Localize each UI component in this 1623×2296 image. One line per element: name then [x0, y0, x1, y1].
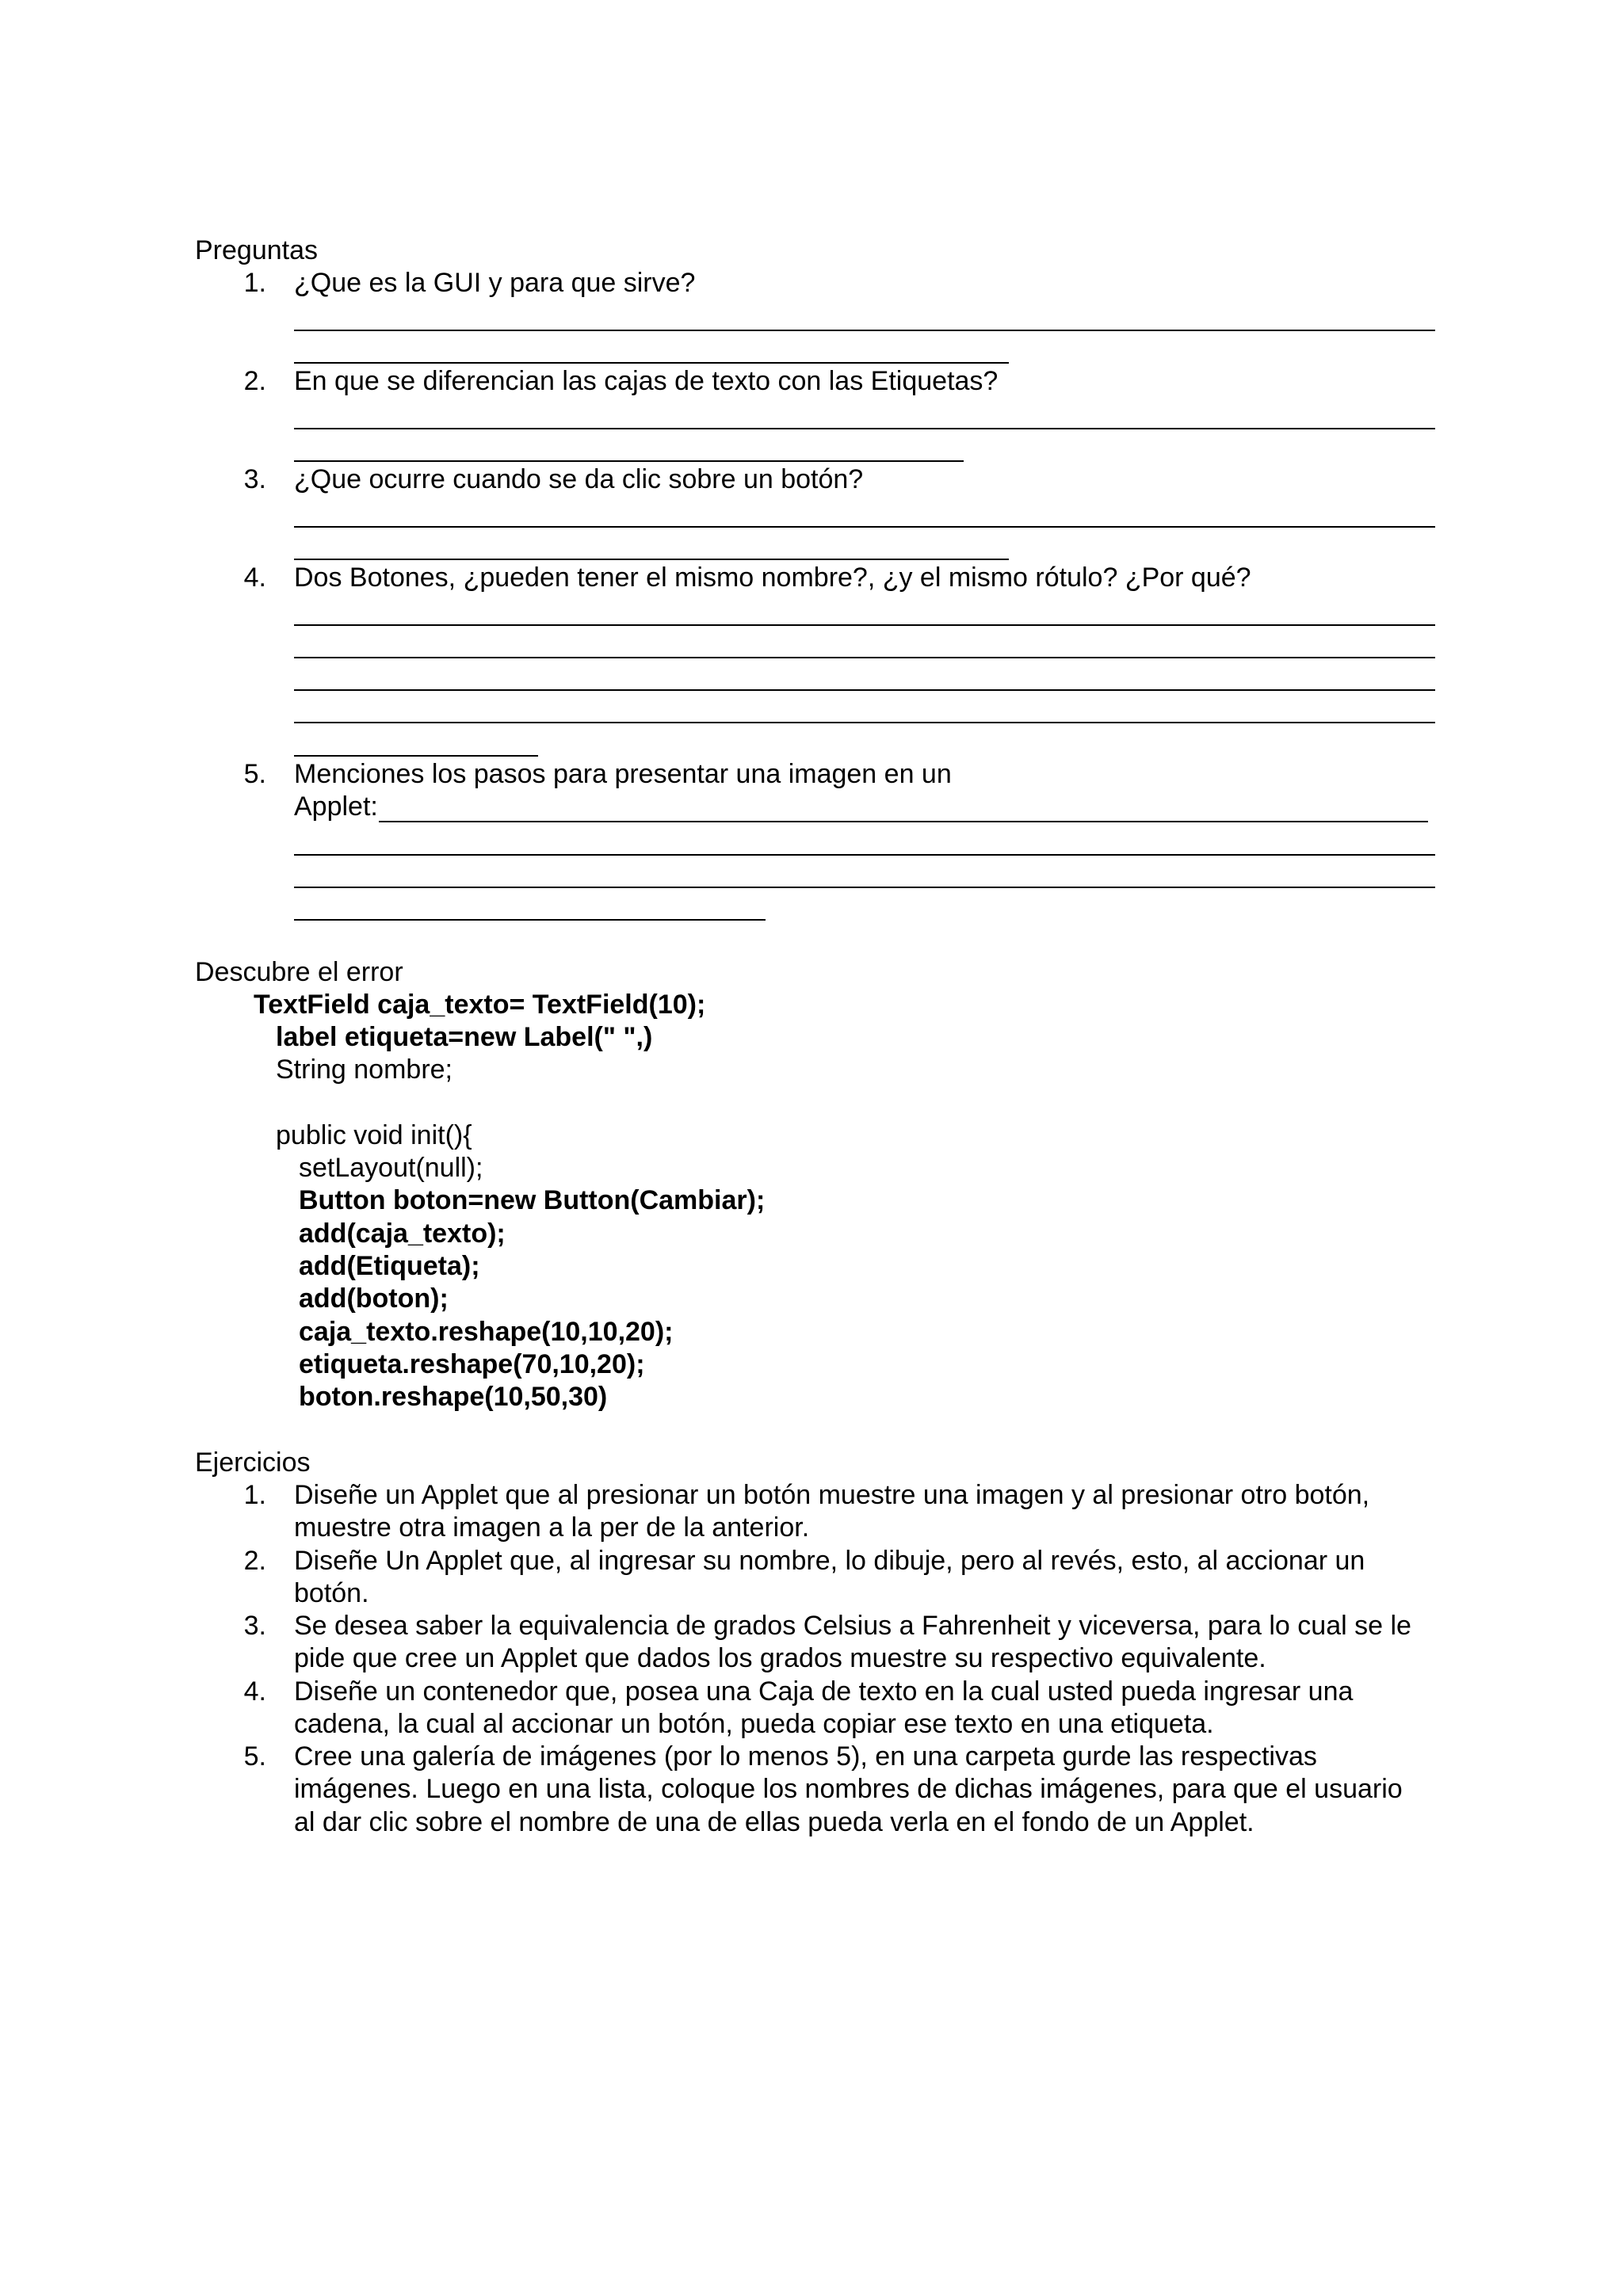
exercise-5-text: Cree una galería de imágenes (por lo menos 5), en una carpeta gurde las respectivas — [294, 1741, 1317, 1772]
question-2-number: 2. — [243, 366, 266, 396]
question-5-number: 5. — [243, 759, 266, 789]
answer-line — [294, 460, 964, 462]
exercise-4-number: 4. — [243, 1676, 266, 1707]
exercise-3-text-cont: pide que cree un Applet que dados los grados muestre su respectivo equivalente. — [294, 1643, 1266, 1673]
exercise-1-number: 1. — [243, 1480, 266, 1510]
exercise-1-text: Diseñe un Applet que al presionar un botón muestre una imagen y al presionar otro botón, — [294, 1480, 1370, 1510]
answer-line — [294, 854, 1435, 856]
code-line: add(boton); — [299, 1283, 449, 1314]
question-4-text: Dos Botones, ¿pueden tener el mismo nombre?, ¿y el mismo rótulo? ¿Por qué? — [294, 563, 1251, 593]
answer-line — [294, 887, 1435, 888]
answer-line — [294, 755, 538, 757]
answer-line — [294, 624, 1435, 626]
question-4-number: 4. — [243, 563, 266, 593]
answer-line — [294, 362, 1009, 364]
exercise-5-text-cont: imágenes. Luego en una lista, coloque los nombres de dichas imágenes, para que el usuario — [294, 1774, 1403, 1804]
question-1-text: ¿Que es la GUI y para que sirve? — [294, 268, 696, 298]
code-line: boton.reshape(10,50,30) — [299, 1382, 608, 1412]
exercise-1-text-cont: muestre otra imagen a la per de la anterior. — [294, 1512, 810, 1543]
code-line: caja_texto.reshape(10,10,20); — [299, 1317, 674, 1347]
answer-line — [294, 428, 1435, 429]
code-line: label etiqueta=new Label(" ",) — [276, 1022, 653, 1052]
exercise-2-text: Diseñe Un Applet que, al ingresar su nombre, lo dibuje, pero al revés, esto, al accionar un — [294, 1546, 1365, 1576]
question-5-text: Menciones los pasos para presentar una imagen en un — [294, 759, 952, 789]
code-line: add(Etiqueta); — [299, 1251, 480, 1281]
code-line: String nombre; — [276, 1055, 453, 1085]
answer-line — [294, 330, 1435, 331]
question-3-text: ¿Que ocurre cuando se da clic sobre un botón? — [294, 464, 864, 494]
answer-line — [294, 689, 1435, 691]
exercise-2-number: 2. — [243, 1546, 266, 1576]
exercise-5-number: 5. — [243, 1741, 266, 1772]
question-2-text: En que se diferencian las cajas de texto con las Etiquetas? — [294, 366, 999, 396]
answer-line — [294, 559, 1009, 560]
exercise-2-text-cont: botón. — [294, 1578, 369, 1608]
answer-line — [294, 919, 766, 921]
exercise-3-text: Se desea saber la equivalencia de grados Celsius a Fahrenheit y viceversa, para lo cual se le — [294, 1611, 1411, 1641]
question-5-text-cont: Applet: — [294, 791, 378, 822]
code-line: etiqueta.reshape(70,10,20); — [299, 1349, 645, 1379]
preguntas-heading: Preguntas — [195, 235, 318, 265]
answer-line — [294, 526, 1435, 528]
code-line: add(caja_texto); — [299, 1219, 506, 1249]
exercise-5-text-cont2: al dar clic sobre el nombre de una de ellas pueda verla en el fondo de un Applet. — [294, 1807, 1254, 1837]
answer-line — [379, 821, 1428, 822]
exercise-3-number: 3. — [243, 1611, 266, 1641]
question-3-number: 3. — [243, 464, 266, 494]
answer-line — [294, 722, 1435, 723]
question-1-number: 1. — [243, 268, 266, 298]
code-line: public void init(){ — [276, 1120, 472, 1150]
code-line: Button boton=new Button(Cambiar); — [299, 1185, 766, 1215]
ejercicios-heading: Ejercicios — [195, 1447, 311, 1478]
code-line: setLayout(null); — [299, 1153, 483, 1183]
code-line: TextField caja_texto= TextField(10); — [254, 990, 706, 1020]
exercise-4-text-cont: cadena, la cual al accionar un botón, pueda copiar ese texto en una etiqueta. — [294, 1709, 1214, 1739]
exercise-4-text: Diseñe un contenedor que, posea una Caja de texto en la cual usted pueda ingresar una — [294, 1676, 1354, 1707]
descubre-heading: Descubre el error — [195, 957, 403, 987]
answer-line — [294, 657, 1435, 658]
